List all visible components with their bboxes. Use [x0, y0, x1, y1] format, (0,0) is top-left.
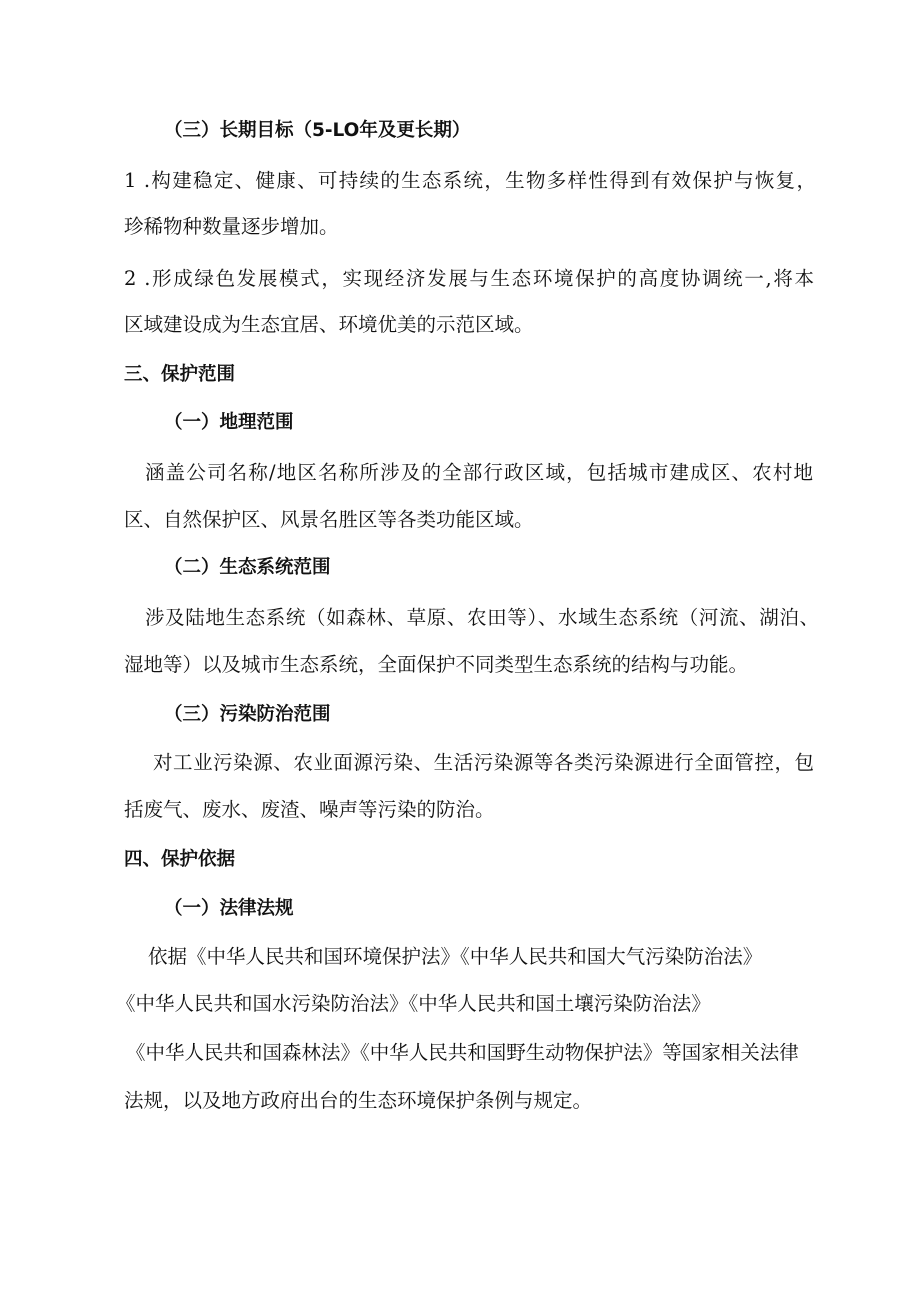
pollution-scope-line-1: 对工业污染源、农业面源污染、生活污染源等各类污染源进行全面管控，包	[153, 751, 814, 774]
laws-line-3: 《中华人民共和国森林法》《中华人民共和国野生动物保护法》等国家相关法律	[126, 1041, 799, 1064]
protection-basis-heading: 四、保护依据	[124, 849, 236, 870]
goal-item-1-line-2: 珍稀物种数量逐步增加。	[124, 215, 339, 238]
laws-regulations-heading: （一）法律法规	[164, 898, 294, 919]
goal-item-1-line-1: 1 .构建稳定、健康、可持续的生态系统，生物多样性得到有效保护与恢复，	[124, 169, 816, 192]
ecosystem-scope-line-1: 涉及陆地生态系统（如森林、草原、农田等）、水域生态系统（河流、湖泊、	[145, 606, 819, 629]
protection-scope-heading: 三、保护范围	[124, 364, 236, 385]
long-term-goals-heading: （三）长期目标（5-LO年及更长期）	[164, 120, 471, 141]
geographic-scope-line-1: 涵盖公司名称/地区名称所涉及的全部行政区域，包括城市建成区、农村地	[145, 461, 813, 484]
pollution-scope-line-2: 括废气、废水、废渣、噪声等污染的防治。	[124, 798, 495, 821]
goal-item-2-line-2: 区域建设成为生态宜居、环境优美的示范区域。	[124, 313, 534, 336]
laws-line-1: 依据《中华人民共和国环境保护法》《中华人民共和国大气污染防治法》	[148, 945, 763, 968]
laws-line-2: 《中华人民共和国水污染防治法》《中华人民共和国土壤污染防治法》	[116, 992, 711, 1015]
goal-item-2-line-1: 2 .形成绿色发展模式，实现经济发展与生态环境保护的高度协调统一,将本	[124, 267, 814, 290]
geographic-scope-heading: （一）地理范围	[164, 412, 294, 433]
geographic-scope-line-2: 区、自然保护区、风景名胜区等各类功能区域。	[124, 508, 534, 531]
ecosystem-scope-heading: （二）生态系统范围	[164, 557, 331, 578]
laws-line-4: 法规，以及地方政府出台的生态环境保护条例与规定。	[124, 1089, 593, 1112]
ecosystem-scope-line-2: 湿地等）以及城市生态系统，全面保护不同类型生态系统的结构与功能。	[124, 653, 749, 676]
pollution-scope-heading: （三）污染防治范围	[164, 704, 331, 725]
